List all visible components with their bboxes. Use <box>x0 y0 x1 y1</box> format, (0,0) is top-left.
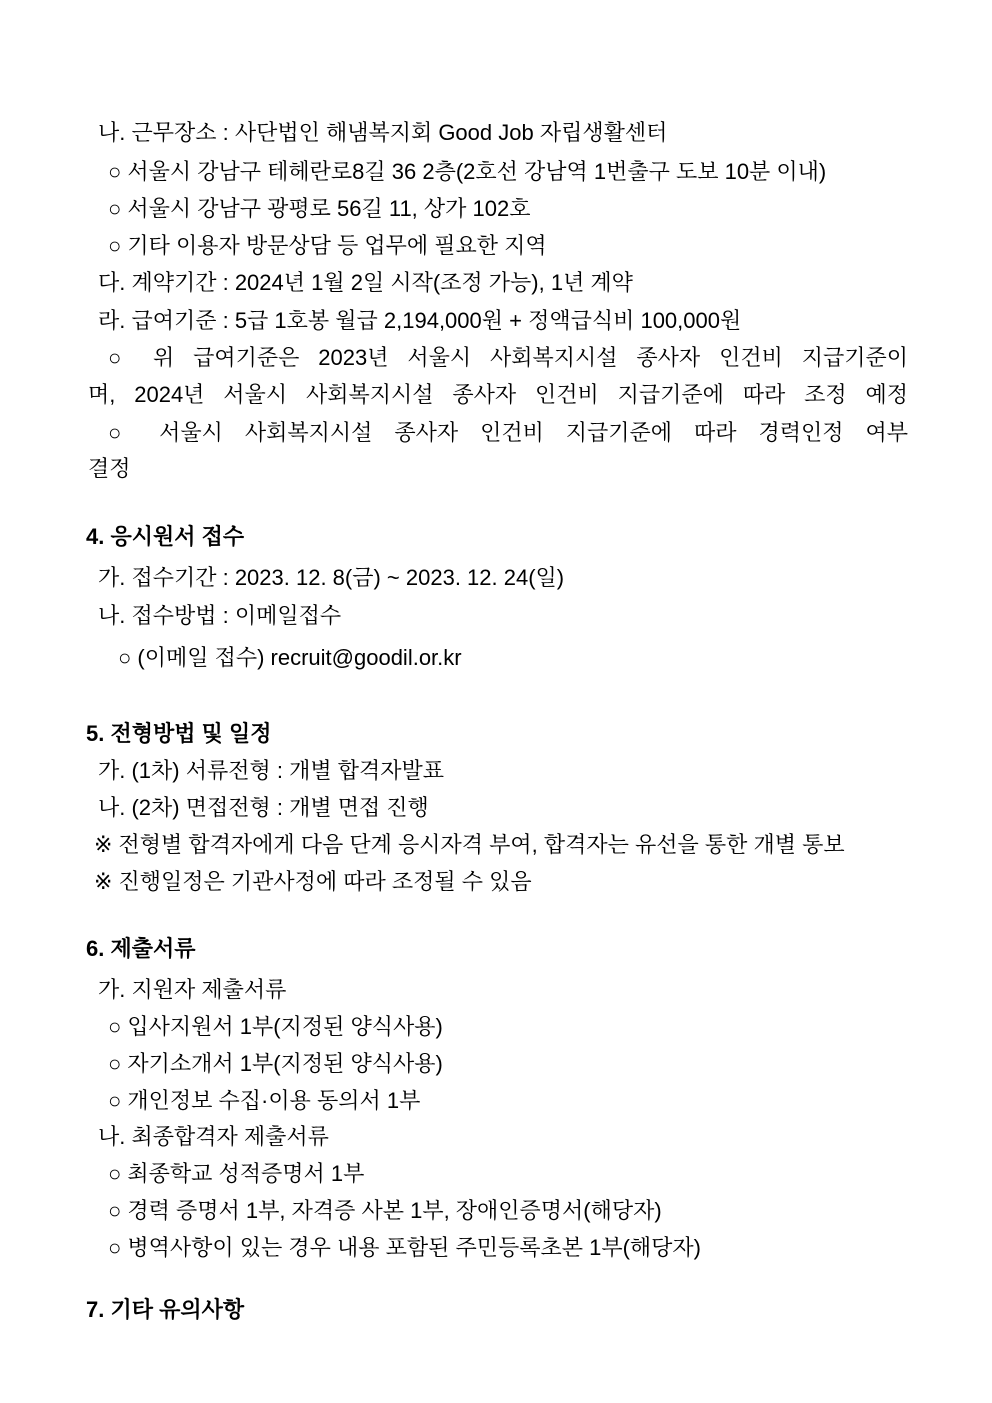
applicant-doc-item: ○ 입사지원서 1부(지정된 양식사용) <box>108 1014 443 1039</box>
career-note: ○ 서울시 사회복지시설 종사자 인건비 지급기준에 따라 경력인정 여부 <box>108 420 908 445</box>
salary-line: 라. 급여기준 : 5급 1호봉 월급 2,194,000원 + 정액급식비 100,000원 <box>98 308 742 333</box>
final-doc-item: ○ 병역사항이 있는 경우 내용 포함된 주민등록초본 1부(해당자) <box>108 1235 702 1260</box>
section4-title: 4. 응시원서 접수 <box>86 524 245 549</box>
final-doc-item: ○ 최종학교 성적증명서 1부 <box>108 1161 365 1186</box>
workplace-line: 나. 근무장소 : 사단법인 해냄복지회 Good Job 자립생활센터 <box>98 120 668 145</box>
contract-line: 다. 계약기간 : 2024년 1월 2일 시작(조정 가능), 1년 계약 <box>98 270 633 295</box>
final-docs-heading: 나. 최종합격자 제출서류 <box>98 1124 329 1149</box>
screening-note: ※ 진행일정은 기관사정에 따라 조정될 수 있음 <box>94 869 532 894</box>
application-email: ○ (이메일 접수) recruit@goodil.or.kr <box>118 645 462 670</box>
application-period: 가. 접수기간 : 2023. 12. 8(금) ~ 2023. 12. 24(일) <box>98 565 565 590</box>
applicant-docs-heading: 가. 지원자 제출서류 <box>98 977 287 1002</box>
applicant-doc-item: ○ 개인정보 수집·이용 동의서 1부 <box>108 1088 421 1113</box>
salary-note: ○ 위 급여기준은 2023년 서울시 사회복지시설 종사자 인건비 지급기준이 <box>108 345 908 370</box>
screening-step-2: 나. (2차) 면접전형 : 개별 면접 진행 <box>98 795 429 820</box>
salary-note-cont: 며, 2024년 서울시 사회복지시설 종사자 인건비 지급기준에 따라 조정 예정 <box>88 382 908 407</box>
career-note-cont: 결정 <box>88 456 131 481</box>
workplace-item: ○ 서울시 강남구 테헤란로8길 36 2층(2호선 강남역 1번출구 도보 10분 이내) <box>108 159 827 184</box>
screening-note: ※ 전형별 합격자에게 다음 단계 응시자격 부여, 합격자는 유선을 통한 개별 통보 <box>94 832 845 857</box>
section6-title: 6. 제출서류 <box>86 936 196 961</box>
section5-title: 5. 전형방법 및 일정 <box>86 721 272 746</box>
workplace-item: ○ 기타 이용자 방문상담 등 업무에 필요한 지역 <box>108 233 547 258</box>
final-doc-item: ○ 경력 증명서 1부, 자격증 사본 1부, 장애인증명서(해당자) <box>108 1198 662 1223</box>
application-method: 나. 접수방법 : 이메일접수 <box>98 603 342 628</box>
applicant-doc-item: ○ 자기소개서 1부(지정된 양식사용) <box>108 1051 443 1076</box>
section7-title: 7. 기타 유의사항 <box>86 1297 245 1322</box>
workplace-item: ○ 서울시 강남구 광평로 56길 11, 상가 102호 <box>108 196 531 221</box>
screening-step-1: 가. (1차) 서류전형 : 개별 합격자발표 <box>98 758 444 783</box>
